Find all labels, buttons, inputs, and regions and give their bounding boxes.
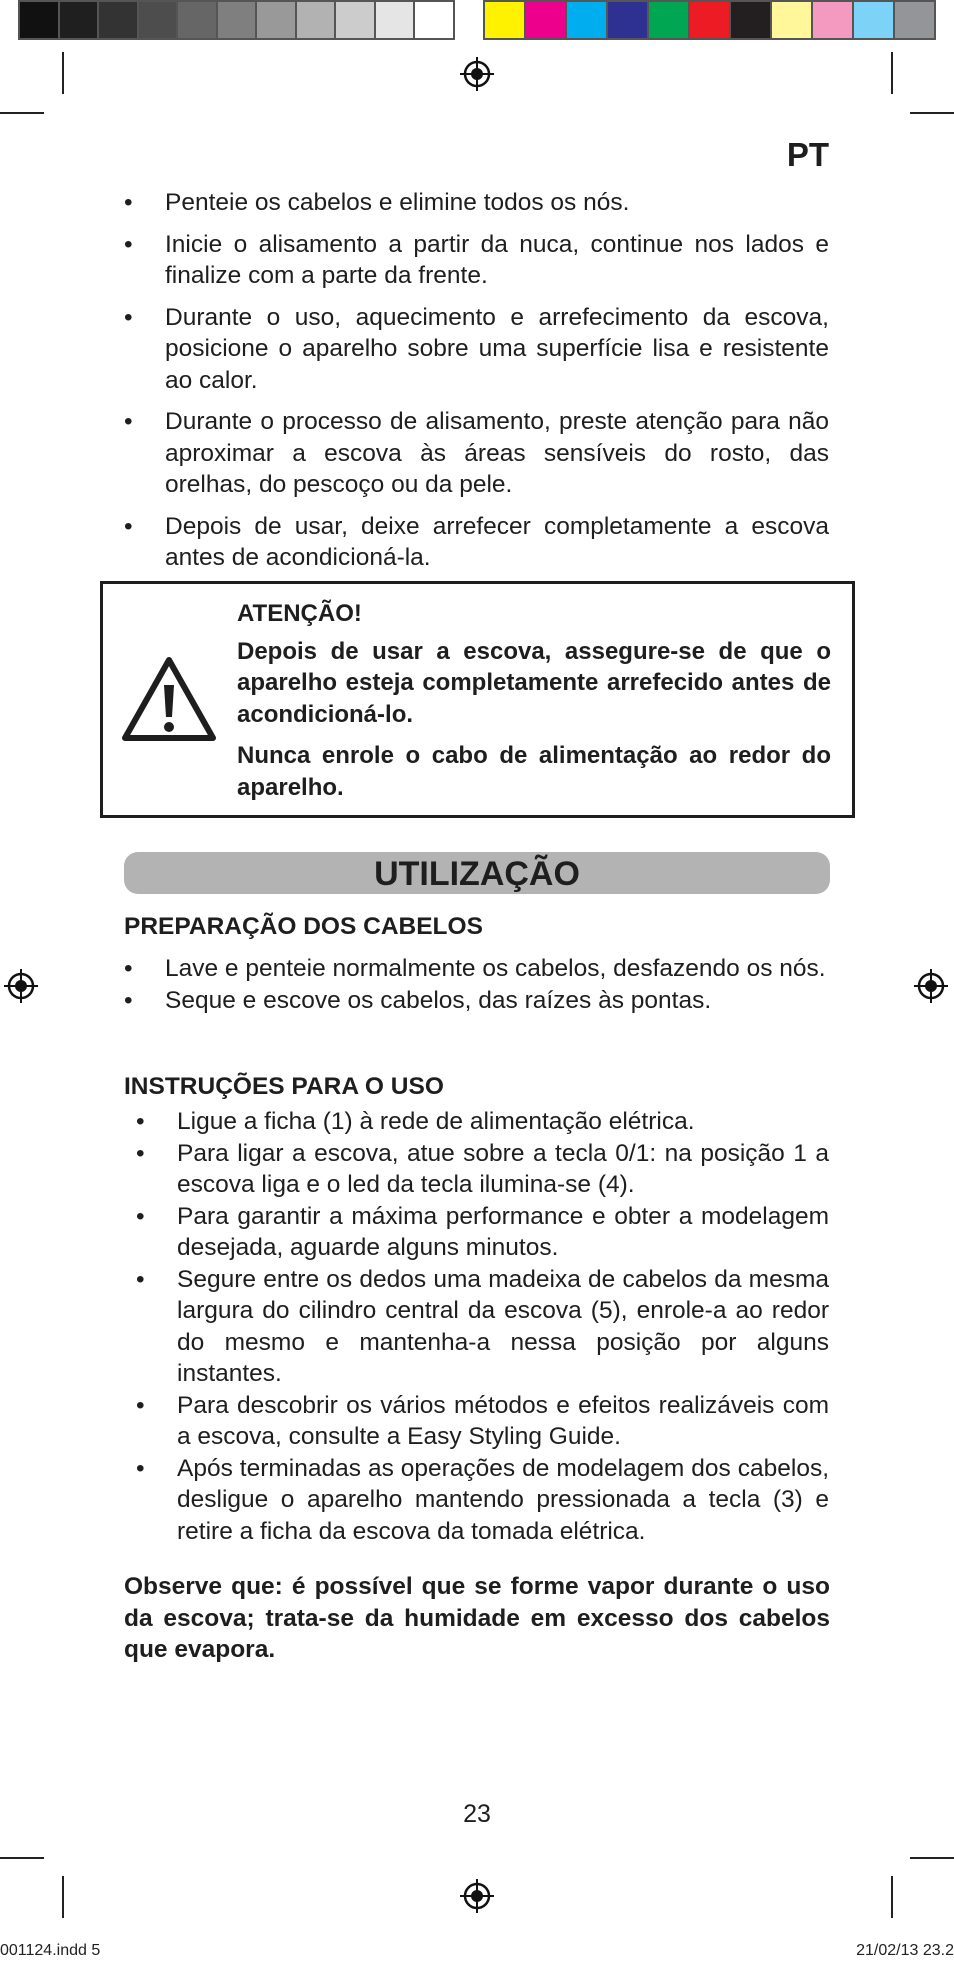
warning-text: Depois de usar a escova, assegure-se de que o aparelho esteja completamente arrefecido antes de acondicioná-lo. <box>237 637 831 728</box>
color-swatch <box>97 0 139 40</box>
language-tag: PT <box>786 136 829 173</box>
crop-mark <box>0 1857 44 1859</box>
registration-mark-icon <box>460 57 494 91</box>
grayscale-color-bar <box>18 0 453 44</box>
color-swatch <box>606 0 649 40</box>
list-item: • Ligue a ficha (1) à rede de alimentação elétrica. <box>177 1106 829 1138</box>
date-slug: 21/02/13 23.2 <box>856 1942 954 1959</box>
crop-mark <box>910 112 954 114</box>
color-swatch <box>374 0 416 40</box>
color-swatch <box>334 0 376 40</box>
file-slug: 001124.indd 5 <box>0 1942 101 1959</box>
crop-mark <box>891 52 893 94</box>
color-swatch <box>852 0 895 40</box>
color-swatch <box>18 0 60 40</box>
crop-mark <box>0 112 44 114</box>
section-title: UTILIZAÇÃO <box>124 852 830 894</box>
list-item: • Segure entre os dedos uma madeixa de cabelos da mesma largura do cilindro central da escova (5), enrole-a ao redor do mesmo e mantenha-a nessa posição por alguns instantes. <box>177 1264 829 1390</box>
instructions-heading: INSTRUÇÕES PARA O USO <box>124 1073 444 1100</box>
color-swatch <box>893 0 936 40</box>
registration-mark-icon <box>914 969 948 1003</box>
color-swatch <box>216 0 258 40</box>
color-swatch <box>295 0 337 40</box>
instructions-bullet-list <box>177 1106 829 1547</box>
list-item: • Depois de usar, deixe arrefecer completamente a escova antes de acondicioná-la. <box>165 511 829 574</box>
process-color-bar <box>483 0 934 44</box>
list-item: • Durante o uso, aquecimento e arrefecimento da escova, posicione o aparelho sobre uma superfície lisa e resistente ao calor. <box>165 302 829 397</box>
list-item: • Inicie o alisamento a partir da nuca, continue nos lados e finalize com a parte da frente. <box>165 229 829 292</box>
color-swatch <box>137 0 179 40</box>
color-swatch <box>255 0 297 40</box>
color-swatch <box>770 0 813 40</box>
registration-mark-icon <box>460 1879 494 1913</box>
warning-text: Nunca enrole o cabo de alimentação ao redor do aparelho. <box>237 742 831 801</box>
list-item: • Para ligar a escova, atue sobre a tecla 0/1: na posição 1 a escova liga e o led da tecla ilumina-se (4). <box>177 1138 829 1201</box>
warning-triangle-icon <box>121 655 217 743</box>
color-swatch <box>729 0 772 40</box>
crop-mark <box>62 1876 64 1918</box>
crop-mark <box>62 52 64 94</box>
warning-box <box>100 581 855 818</box>
color-swatch <box>565 0 608 40</box>
list-item: • Para descobrir os vários métodos e efeitos realizáveis com a escova, consulte a Easy Styling Guide. <box>177 1390 829 1453</box>
color-swatch <box>413 0 455 40</box>
color-swatch <box>524 0 567 40</box>
prep-bullet-list <box>165 953 829 1016</box>
color-swatch <box>176 0 218 40</box>
crop-mark <box>891 1876 893 1918</box>
list-item: • Lave e penteie normalmente os cabelos, desfazendo os nós. <box>165 953 829 985</box>
color-swatch <box>688 0 731 40</box>
crop-mark <box>910 1857 954 1859</box>
note-paragraph: Observe que: é possível que se forme vapor durante o uso da escova; trata-se da humidade em excesso dos cabelos que evapora. <box>124 1573 830 1663</box>
page-number: 23 <box>463 1800 491 1828</box>
prep-heading: PREPARAÇÃO DOS CABELOS <box>124 913 483 940</box>
list-item: • Seque e escove os cabelos, das raízes às pontas. <box>165 985 829 1017</box>
list-item: • Para garantir a máxima performance e obter a modelagem desejada, aguarde alguns minutos. <box>177 1201 829 1264</box>
list-item: • Após terminadas as operações de modelagem dos cabelos, desligue o aparelho mantendo pressionada a tecla (3) e retire a ficha da escova da tomada elétrica. <box>177 1453 829 1548</box>
warning-title: ATENÇÃO! <box>237 600 362 627</box>
color-swatch <box>811 0 854 40</box>
color-swatch <box>647 0 690 40</box>
intro-bullet-list <box>165 187 829 584</box>
list-item: • Penteie os cabelos e elimine todos os nós. <box>165 187 829 219</box>
list-item: • Durante o processo de alisamento, preste atenção para não aproximar a escova às áreas sensíveis do rosto, das orelhas, do pescoço ou da pele. <box>165 406 829 501</box>
color-swatch <box>483 0 526 40</box>
color-swatch <box>58 0 100 40</box>
registration-mark-icon <box>4 969 38 1003</box>
